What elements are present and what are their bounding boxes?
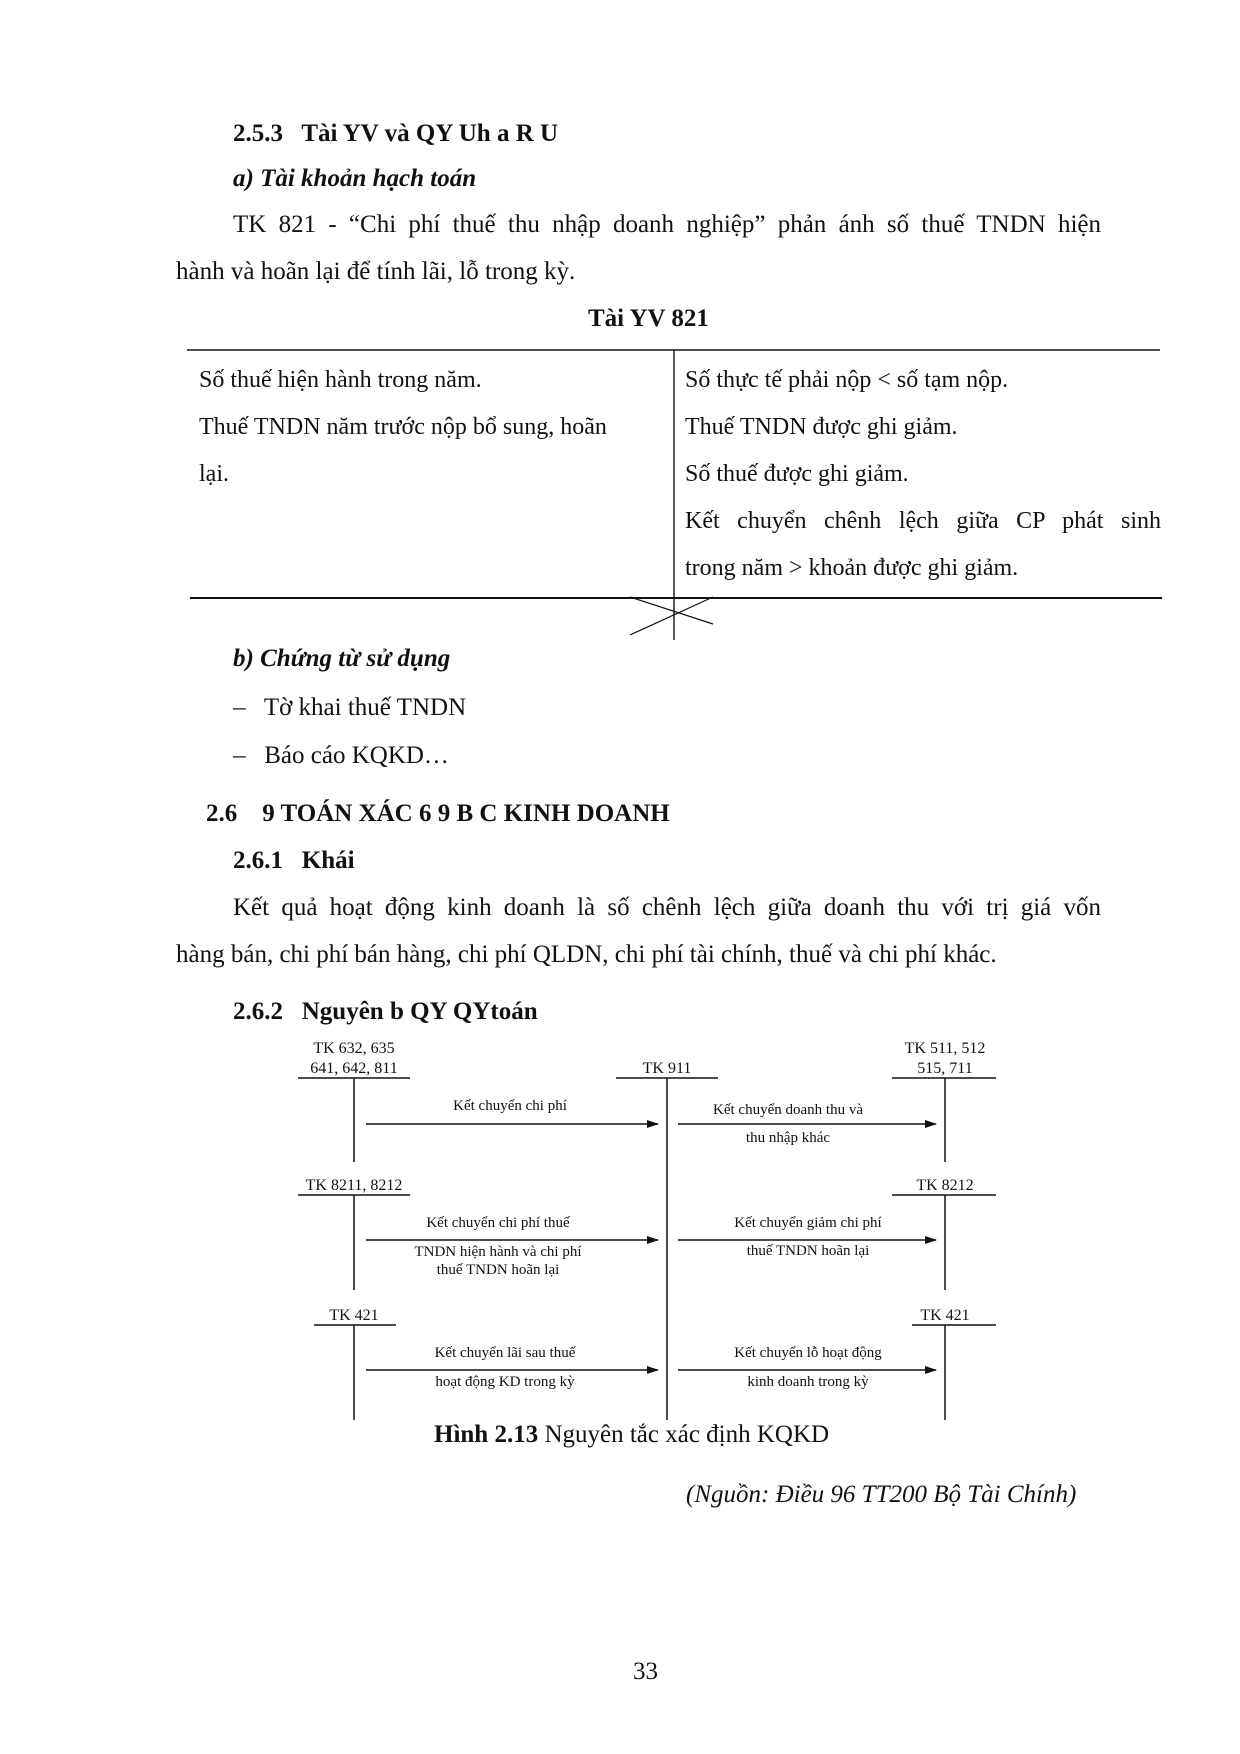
kqkd-desc-line2: hàng bán, chi phí bán hàng, chi phí QLDN, chi phí tài chính, thuế và chi phí khác. — [176, 941, 997, 968]
subheading-a: a) Tài khoản hạch toán — [233, 165, 477, 192]
tk8212-label: TK 8212 — [916, 1177, 974, 1194]
section-number: 2.6.2 — [233, 998, 283, 1025]
dash-bullet: – — [233, 694, 246, 721]
section-title: 9 TOÁN XÁC 6 9 B C KINH DOANH — [262, 800, 670, 827]
kc-thue-label-2: TNDN hiện hành và chi phí — [414, 1244, 582, 1260]
tk632-label-line1: TK 632, 635 — [313, 1040, 395, 1057]
document-label: Tờ khai thuế TNDN — [263, 694, 467, 721]
kc-lo-label-2: kinh doanh trong kỳ — [747, 1374, 869, 1390]
dash-bullet: – — [233, 742, 246, 769]
credit-entry: trong năm > khoản được ghi giảm. — [685, 555, 1019, 581]
section-title: Tài YV và QY Uh a R U — [301, 120, 559, 147]
kc-lai-label-2: hoạt động KD trong kỳ — [435, 1374, 575, 1390]
section-number: 2.5.3 — [233, 120, 283, 147]
source-note: (Nguồn: Điều 96 TT200 Bộ Tài Chính) — [686, 1481, 1077, 1508]
kc-thue-label-3: thuế TNDN hoãn lại — [436, 1262, 560, 1278]
tk511-label-line2: 515, 711 — [917, 1060, 973, 1077]
credit-entry: Số thuế được ghi giảm. — [685, 461, 909, 487]
section-title: Nguyên b QY QYtoán — [301, 998, 538, 1025]
kc-doanhthu-label-1: Kết chuyển doanh thu và — [713, 1102, 863, 1118]
section-title: Khái — [301, 847, 355, 874]
kc-giam-label-1: Kết chuyển giảm chi phí — [734, 1215, 882, 1231]
kc-lai-label-1: Kết chuyển lãi sau thuế — [434, 1345, 576, 1361]
kc-thue-label-1: Kết chuyển chi phí thuế — [426, 1215, 570, 1231]
kqkd-desc-line1: Kết quả hoạt động kinh doanh là số chênh lệch giữa doanh thu với trị giá vốn — [233, 894, 1101, 921]
figure-caption-text: Nguyên tắc xác định KQKD — [538, 1421, 830, 1448]
kc-doanhthu-label-2: thu nhập khác — [745, 1130, 831, 1146]
figure-caption — [434, 1421, 829, 1449]
tk421-right-label: TK 421 — [920, 1307, 970, 1324]
kc-lo-label-1: Kết chuyển lỗ hoạt động — [734, 1345, 882, 1361]
kc-chiphi-label: Kết chuyển chi phí — [453, 1098, 567, 1114]
section-number: 2.6 — [206, 800, 238, 827]
tk821-desc-line2: hành và hoãn lại để tính lãi, lỗ trong kỳ. — [176, 258, 576, 285]
kc-giam-label-2: thuế TNDN hoãn lại — [746, 1243, 870, 1259]
tk632-label-line2: 641, 642, 811 — [310, 1060, 398, 1077]
tk8211-label: TK 8211, 8212 — [305, 1177, 403, 1194]
credit-entry: Kết chuyển chênh lệch giữa CP phát sinh — [685, 508, 1161, 534]
t-account-title: Tài YV 821 — [588, 305, 709, 332]
debit-entry: Thuế TNDN năm trước nộp bổ sung, hoãn — [199, 414, 607, 440]
page-number: 33 — [633, 1658, 658, 1685]
tk421-left-label: TK 421 — [329, 1307, 379, 1324]
tk911-label: TK 911 — [642, 1060, 692, 1077]
credit-entry: Số thực tế phải nộp < số tạm nộp. — [685, 367, 1009, 393]
credit-entry: Thuế TNDN được ghi giảm. — [685, 414, 958, 440]
subheading-b: b) Chứng từ sử dụng — [233, 645, 451, 672]
debit-entry: Số thuế hiện hành trong năm. — [199, 367, 482, 393]
figure-caption-label: Hình 2.13 — [434, 1421, 539, 1448]
section-number: 2.6.1 — [233, 847, 283, 874]
debit-entry: lại. — [199, 461, 229, 487]
tk821-desc-line1: TK 821 - “Chi phí thuế thu nhập doanh nghiệp” phản ánh số thuế TNDN hiện — [233, 211, 1101, 238]
document-label: Báo cáo KQKD… — [264, 742, 449, 769]
tk511-label-line1: TK 511, 512 — [904, 1040, 986, 1057]
